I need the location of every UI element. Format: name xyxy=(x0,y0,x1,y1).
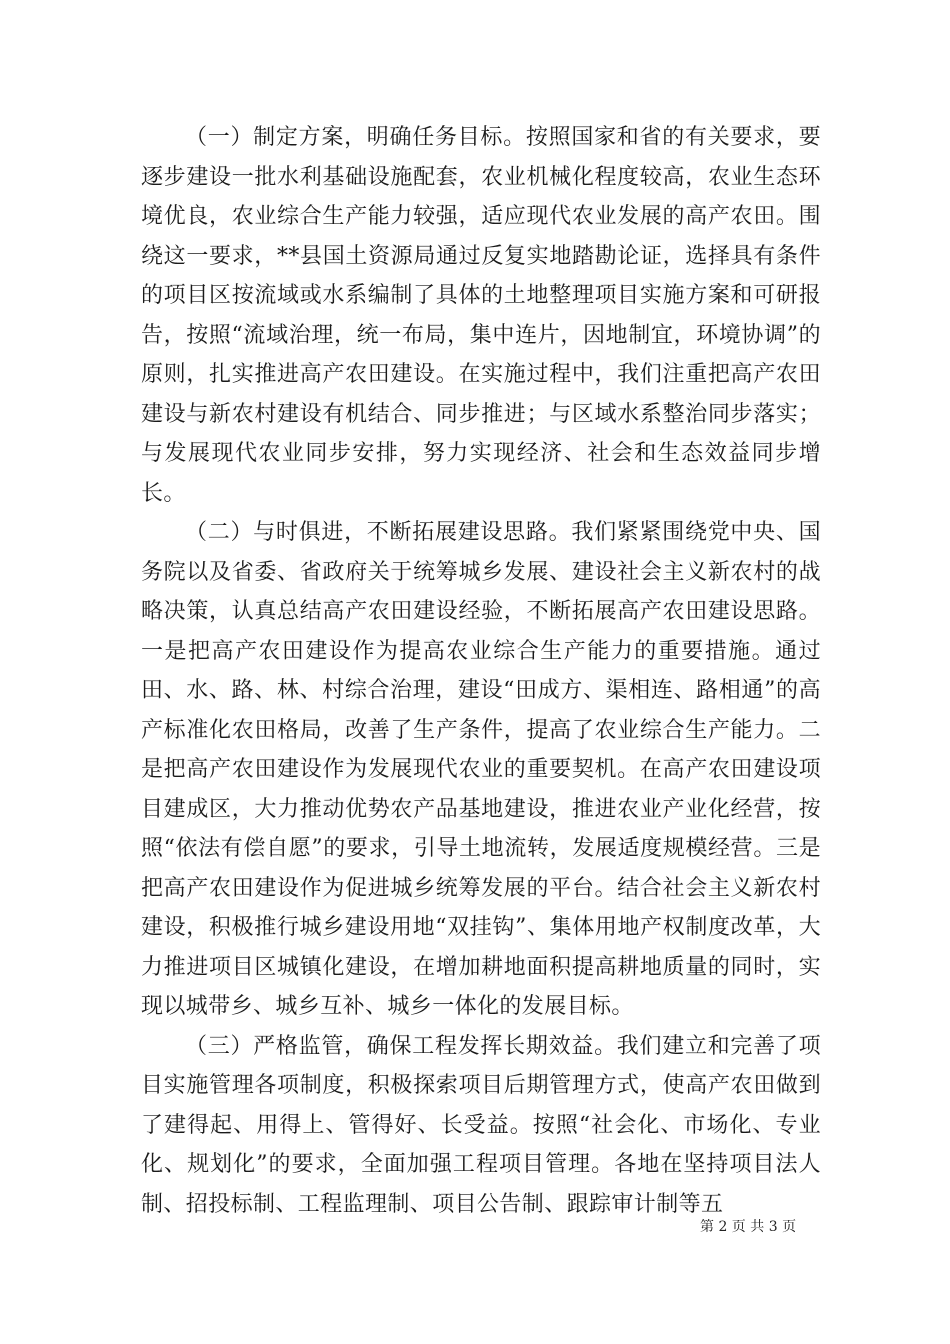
document-body xyxy=(141,118,821,1224)
paragraph-3: （三）严格监管，确保工程发挥长期效益。我们建立和完善了项目实施管理各项制度，积极探索项目后期管理方式，使高产农田做到了建得起、用得上、管得好、长受益。按照“社会化、市场化、专业化、规划化”的要求，全面加强工程项目管理。各地在坚持项目法人制、招投标制、工程监理制、项目公告制、跟踪审计制等五 xyxy=(141,1033,821,1217)
paragraph-2: （二）与时俱进，不断拓展建设思路。我们紧紧围绕党中央、国务院以及省委、省政府关于统筹城乡发展、建设社会主义新农村的战略决策，认真总结高产农田建设经验，不断拓展高产农田建设思路。一是把高产农田建设作为提高农业综合生产能力的重要措施。通过田、水、路、林、村综合治理，建设“田成方、渠相连、路相通”的高产标准化农田格局，改善了生产条件，提高了农业综合生产能力。二是把高产农田建设作为发展现代农业的重要契机。在高产农田建设项目建成区，大力推动优势农产品基地建设，推进农业产业化经营，按照“依法有偿自愿”的要求，引导土地流转，发展适度规模经营。三是把高产农田建设作为促进城乡统筹发展的平台。结合社会主义新农村建设，积极推行城乡建设用地“双挂钩”、集体用地产权制度改革，大力推进项目区城镇化建设，在增加耕地面积提高耕地质量的同时，实现以城带乡、城乡互补、城乡一体化的发展目标。 xyxy=(141,520,821,1019)
page-number-footer: 第 2 页 共 3 页 xyxy=(700,1219,797,1235)
paragraph-1: （一）制定方案，明确任务目标。按照国家和省的有关要求，要逐步建设一批水利基础设施配套，农业机械化程度较高，农业生态环境优良，农业综合生产能力较强，适应现代农业发展的高产农田。围绕这一要求，**县国土资源局通过反复实地踏勘论证，选择具有条件的项目区按流域或水系编制了具体的土地整理项目实施方案和可研报告，按照“流域治理，统一布局，集中连片，因地制宜，环境协调”的原则，扎实推进高产农田建设。在实施过程中，我们注重把高产农田建设与新农村建设有机结合、同步推进；与区域水系整治同步落实；与发展现代农业同步安排，努力实现经济、社会和生态效益同步增长。 xyxy=(141,125,821,506)
